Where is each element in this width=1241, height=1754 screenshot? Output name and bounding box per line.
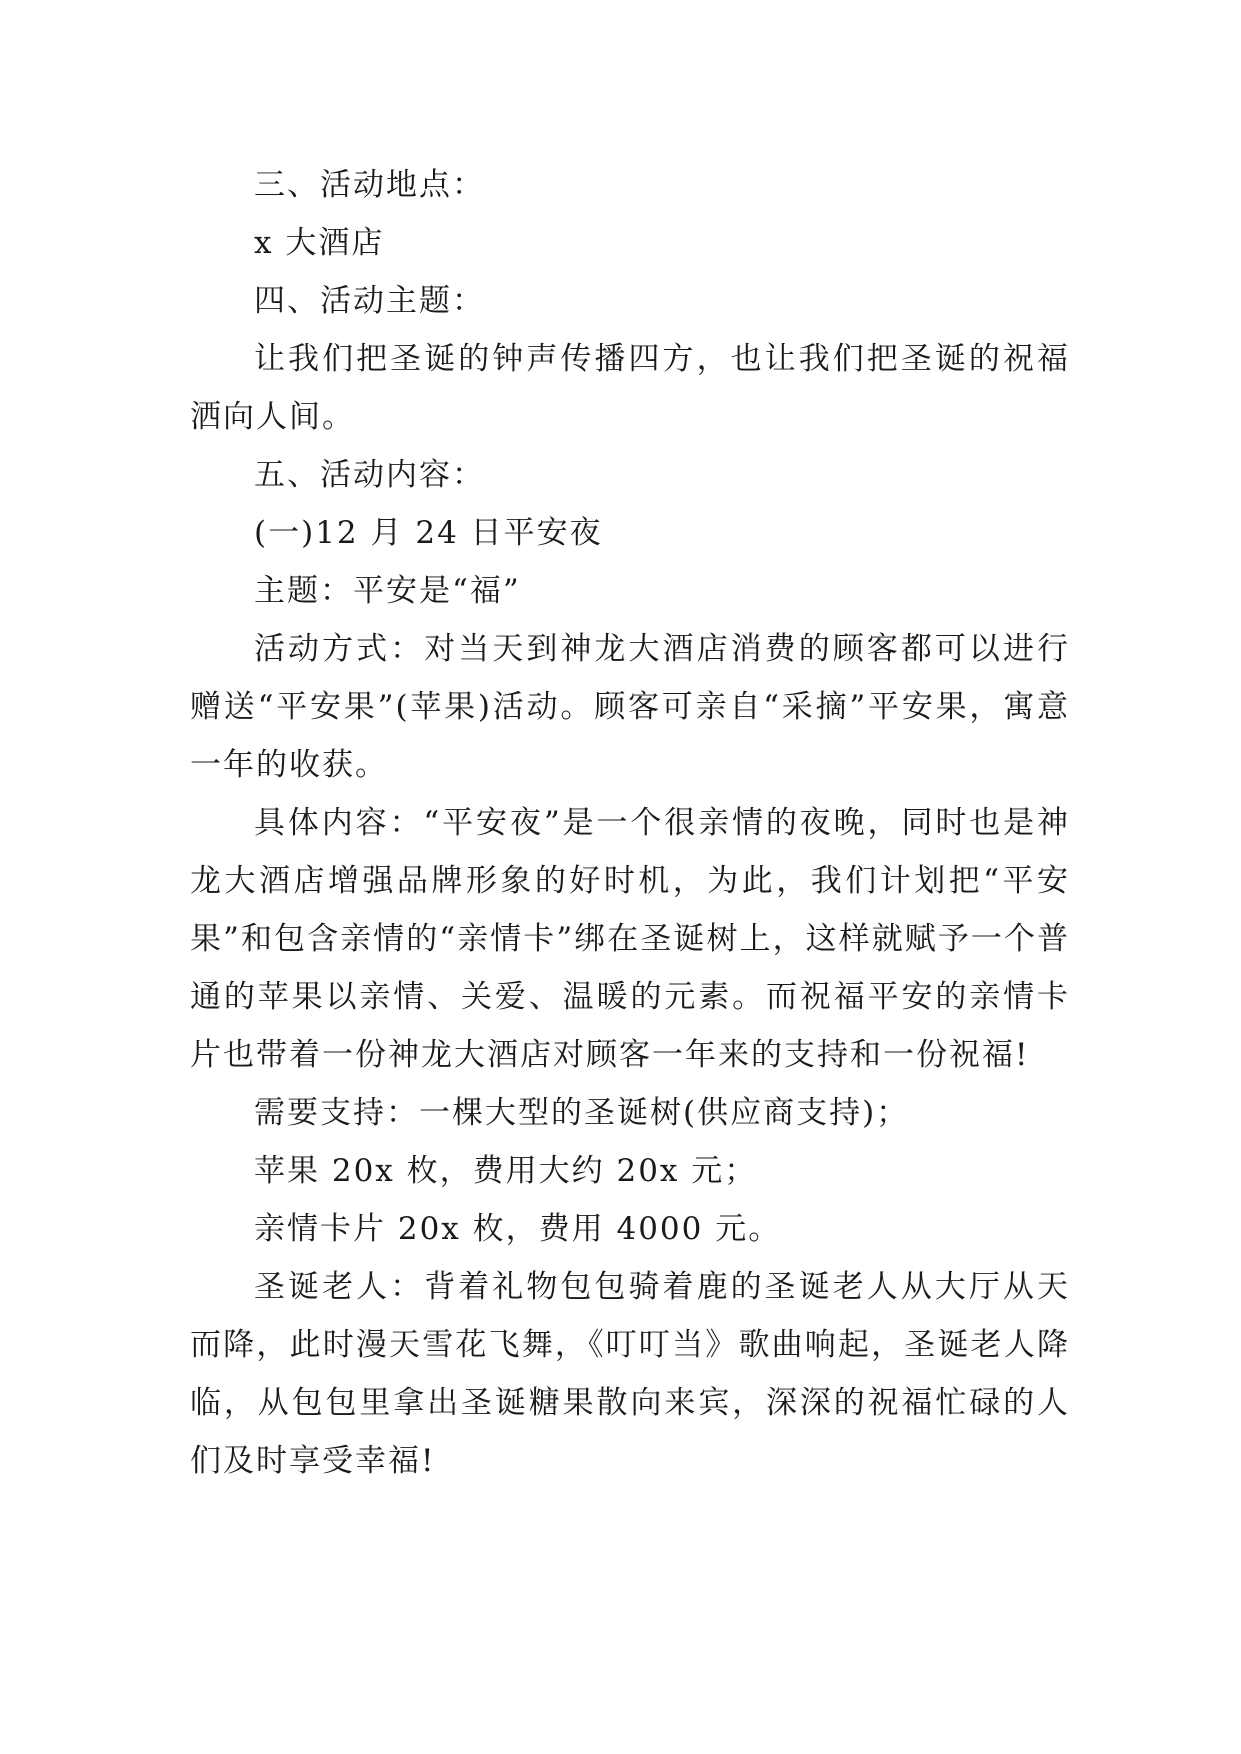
christmas-eve-theme: 主题：平安是“福” bbox=[254, 573, 521, 609]
venue-text: x 大酒店 bbox=[254, 225, 385, 261]
document-body bbox=[190, 156, 1070, 1490]
heading-venue: 三、活动地点： bbox=[254, 167, 485, 203]
heading-theme: 四、活动主题： bbox=[254, 283, 485, 319]
apple-cost: 苹果 20x 枚，费用大约 20x 元； bbox=[254, 1153, 758, 1189]
activity-details: 具体内容：“平安夜”是一个很亲情的夜晚，同时也是神龙大酒店增强品牌形象的好时机，为此，我们计划把“平安果”和包含亲情的“亲情卡”绑在圣诞树上，这样就赋予一个普通的苹果以亲情、关爱、温暖的元素。而祝福平安的亲情卡片也带着一份神龙大酒店对顾客一年来的支持和一份祝福! bbox=[190, 805, 1070, 1073]
support-needed: 需要支持：一棵大型的圣诞树(供应商支持)； bbox=[254, 1095, 910, 1131]
card-cost: 亲情卡片 20x 枚，费用 4000 元。 bbox=[254, 1211, 782, 1247]
santa-claus: 圣诞老人：背着礼物包包骑着鹿的圣诞老人从大厅从天而降，此时漫天雪花飞舞，《叮叮当》歌曲响起，圣诞老人降临，从包包里拿出圣诞糖果散向来宾，深深的祝福忙碌的人们及时享受幸福! bbox=[190, 1269, 1070, 1479]
subheading-christmas-eve: (一)12 月 24 日平安夜 bbox=[254, 515, 603, 551]
theme-text: 让我们把圣诞的钟声传播四方，也让我们把圣诞的祝福洒向人间。 bbox=[190, 341, 1070, 435]
activity-method: 活动方式：对当天到神龙大酒店消费的顾客都可以进行赠送“平安果”(苹果)活动。顾客可亲自“采摘”平安果，寓意一年的收获。 bbox=[190, 631, 1070, 783]
heading-content: 五、活动内容： bbox=[254, 457, 485, 493]
